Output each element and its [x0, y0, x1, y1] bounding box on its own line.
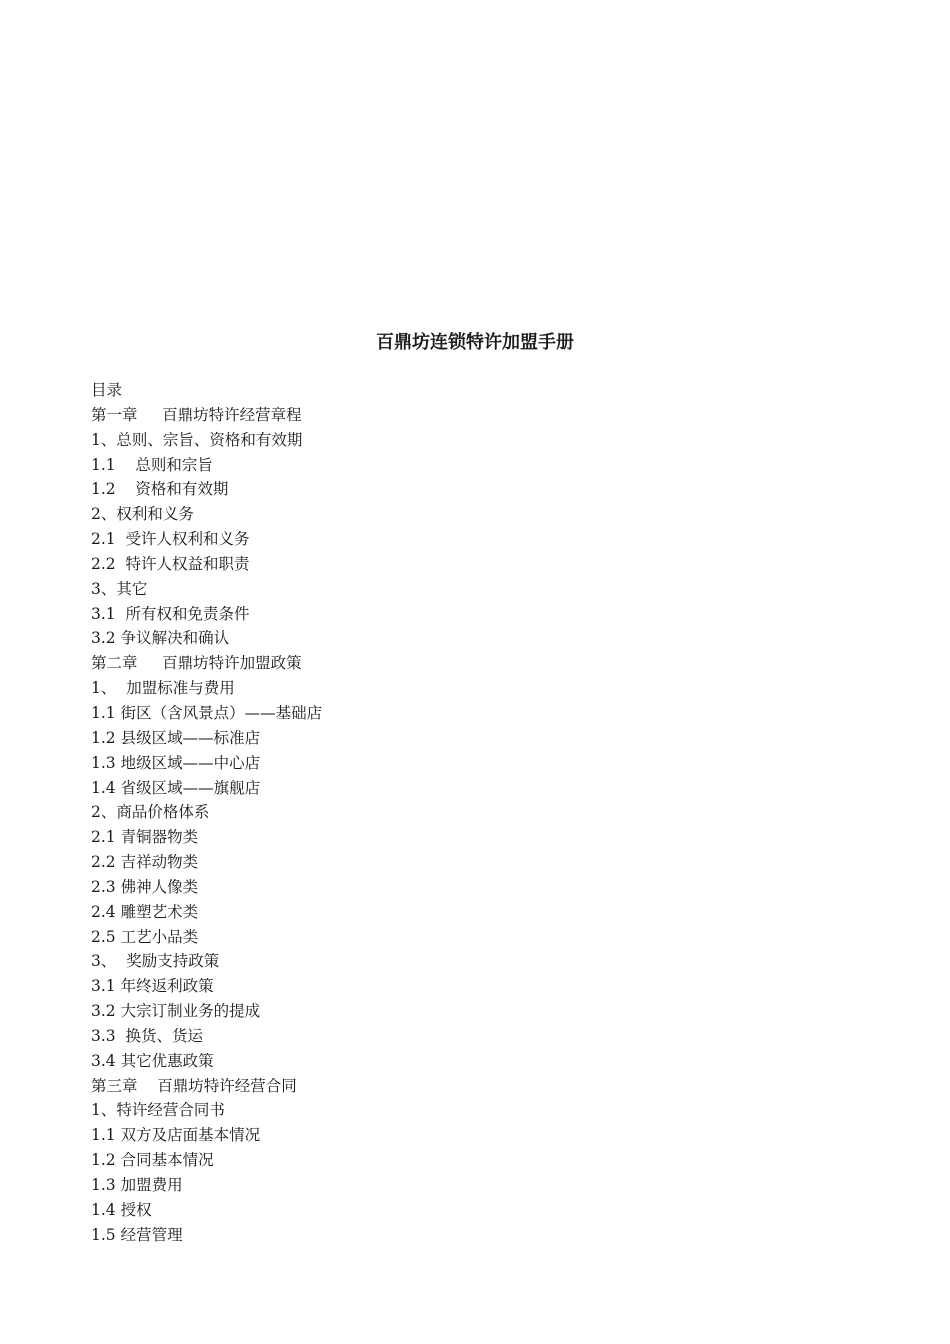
toc-entry: 3、 奖励支持政策: [91, 952, 220, 971]
toc-entry: 1.2 资格和有效期: [91, 480, 229, 499]
toc-entry: 第二章 百鼎坊特许加盟政策: [91, 654, 302, 673]
toc-entry: 2.2 特许人权益和职责: [91, 554, 250, 573]
toc-entry: 1、总则、宗旨、资格和有效期: [91, 430, 303, 449]
toc-entry: 3、其它: [91, 579, 148, 598]
toc-entry: 1.1 双方及店面基本情况: [91, 1126, 261, 1145]
toc-entry: 3.1 年终返利政策: [91, 977, 214, 996]
toc-entry: 1.4 省级区域——旗舰店: [91, 778, 261, 797]
toc-entry: 1.4 授权: [91, 1200, 152, 1219]
toc-entry: 2.1 青铜器物类: [91, 828, 199, 847]
toc-entry: 1.1 街区（含风景点）——基础店: [91, 703, 323, 722]
toc-entry: 1、特许经营合同书: [91, 1101, 225, 1120]
toc-entry: 2.1 受许人权利和义务: [91, 530, 250, 549]
toc-entry: 1.3 加盟费用: [91, 1176, 183, 1194]
toc-entry: 1、 加盟标准与费用: [91, 679, 235, 698]
toc-entry: 第一章 百鼎坊特许经营章程: [91, 405, 302, 424]
toc-entry: 1.2 县级区域——标准店: [91, 728, 261, 747]
toc-entry: 3.2 争议解决和确认: [91, 629, 230, 648]
table-of-contents: [91, 378, 871, 1248]
toc-entry: 3.1 所有权和免责条件: [91, 604, 250, 623]
toc-entry: 2、权利和义务: [91, 505, 194, 524]
toc-entry: 2、商品价格体系: [91, 803, 210, 822]
toc-entry: 3.4 其它优惠政策: [91, 1051, 214, 1070]
toc-entry: 3.2 大宗订制业务的提成: [91, 1002, 261, 1021]
toc-entry: 第三章 百鼎坊特许经营合同: [91, 1076, 297, 1095]
toc-entry: 1.1 总则和宗旨: [91, 455, 213, 474]
toc-entry: 1.5 经营管理: [91, 1225, 183, 1244]
toc-heading: 目录: [91, 381, 123, 399]
document-title: 百鼎坊连锁特许加盟手册: [376, 332, 574, 353]
toc-entry: 2.4 雕塑艺术类: [91, 902, 199, 921]
toc-entry: 1.2 合同基本情况: [91, 1151, 214, 1170]
toc-entry: 2.5 工艺小品类: [91, 927, 199, 946]
toc-entry: 1.3 地级区域——中心店: [91, 753, 261, 772]
toc-entry: 3.3 换货、货运: [91, 1026, 204, 1045]
toc-entry: 2.2 吉祥动物类: [91, 853, 199, 872]
toc-entry: 2.3 佛神人像类: [91, 877, 199, 896]
